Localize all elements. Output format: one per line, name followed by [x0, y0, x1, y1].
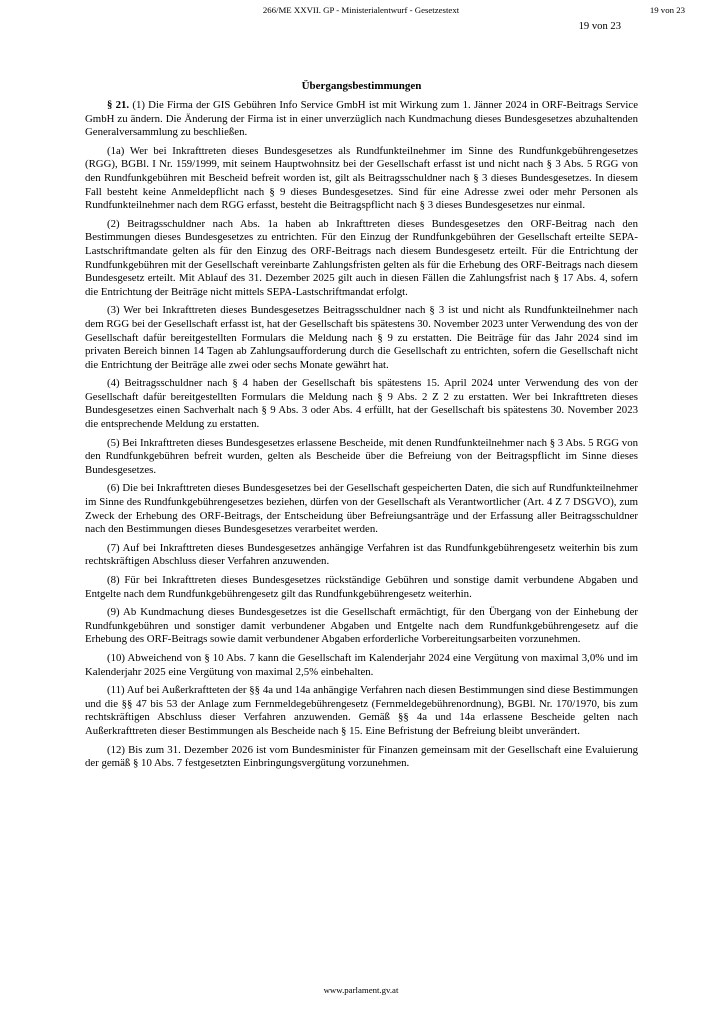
paragraph: [85, 145, 638, 213]
paragraph: [85, 574, 638, 601]
paragraph: [85, 377, 638, 431]
paragraph: [85, 606, 638, 647]
paragraph-text: (7) Auf bei Inkrafttreten dieses Bundesgesetzes anhängige Verfahren ist das Rundfunkgebührengesetz weiterhin bis zum rechtskräftigen Abschluss dieser Verfahren anzuwenden.: [85, 541, 638, 568]
footer-url: www.parlament.gv.at: [323, 985, 399, 995]
paragraph-text: (12) Bis zum 31. Dezember 2026 ist vom Bundesminister für Finanzen gemeinsam mit der Gesellschaft eine Evaluierung der gemäß § 10 Abs. 7 festgesetzten Einbringungsvergütung vorzunehmen.: [85, 743, 638, 770]
paragraph-text: (8) Für bei Inkrafttreten dieses Bundesgesetzes rückständige Gebühren und sonstige damit verbundene Abgaben und Entgelte nach dem Rundfunkgebührengesetz gilt das Rundfunkgebührengesetz weiterhin.: [85, 574, 638, 600]
paragraph: [85, 542, 638, 569]
page-number: 19 von 23: [578, 21, 621, 32]
paragraph: [85, 684, 638, 738]
paragraph-text: (11) Auf bei Außerkraftteten der §§ 4a und 14a anhängige Verfahren nach diesen Bestimmungen sind diese Bestimmungen und die §§ 47 bis 53 der Anlage zum Fernmeldegebührengesetz (Fernmeldegebührenordnung), BGBl. Nr. 170/1970, bis zum rechtskräftigen Abschluss dieser Verfahren anzuwenden. Gemäß §§ 4a und 14a erlassene Bescheide gelten nach Außerkrafttreten dieser Bestimmungen als Bescheide nach § 15. Eine Befristung der Befreiung bleibt unverändert.: [85, 684, 638, 737]
paragraph-text: (2) Beitragsschuldner nach Abs. 1a haben ab Inkrafttreten dieses Bundesgesetzes den ORF-Beitrag nach den Bestimmungen dieses Bundesgesetzes zu entrichten. Für den Einzug der Rundfunkgebühren der Gesellschaft erteilte SEPA-Lastschriftmandate gelten als für den Einzug des ORF-Beitrags nach diesem Bundesgesetz erteilt. Für die Entrichtung der Rundfunkgebühren mit der Gesellschaft vereinbarte Zahlungsfristen gelten als für die Erhebung des ORF-Beitrags nach diesem Bundesgesetz erteilt. Mit Ablauf des 31. Dezember 2025 gilt auch in diesen Fällen die Zahlungsfrist nach § 17 Abs. 4, sofern die Entrichtung der Beiträge nicht mittels SEPA-Lastschriftmandat erfolgt.: [85, 217, 638, 298]
document-body: [85, 99, 638, 771]
paragraph-text: (1) Die Firma der GIS Gebühren Info Service GmbH ist mit Wirkung zum 1. Jänner 2024 in ORF-Beitrags Service GmbH zu ändern. Die Änderung der Firma ist in einer unverzüglich nach Kundmachung dieses Bundesgesetzes abzuhaltenden Generalversammlung zu beschließen.: [85, 99, 638, 139]
paragraph-text: (6) Die bei Inkrafttreten dieses Bundesgesetzes bei der Gesellschaft gespeicherten Daten, die sich auf Rundfunkteilnehmer im Sinne des Rundfunkgebührengesetzes beziehen, dürfen von der Gesellschaft als Verantwortlicher (Art. 4 Z 7 DSGVO), zum Zweck der Erhebung des ORF-Beitrags, der Entscheidung über Befreiungsanträge und der Erfassung aller Beitragsschuldner nach den Bestimmungen dieses Bundesgesetzes verarbeitet werden.: [85, 482, 638, 536]
paragraph: [85, 437, 638, 478]
section-title: Übergangsbestimmungen: [301, 80, 422, 92]
paragraph-text: (5) Bei Inkrafttreten dieses Bundesgesetzes erlassene Bescheide, mit denen Rundfunkteilnehmer nach § 3 Abs. 5 RGG von den Rundfunkgebühren befreit wurden, gelten als Bescheide über die Befreiung von der Beitragspflicht im Sinne dieses Bundesgesetzes.: [85, 436, 638, 476]
paragraph-text: (9) Ab Kundmachung dieses Bundesgesetzes ist die Gesellschaft ermächtigt, für den Übergang von der Einhebung der Rundfunkgebühren und sonstiger damit verbundener Abgaben und Entgelte nach dem Rundfunkgebührengesetz auf die Erhebung des ORF-Beitrags sowie damit verbundener Abgaben erforderliche Vorbereitungsarbeiten vorzunehmen.: [85, 606, 638, 646]
paragraph: [85, 304, 638, 372]
paragraph: [85, 218, 638, 300]
paragraph-text: (10) Abweichend von § 10 Abs. 7 kann die Gesellschaft im Kalenderjahr 2024 eine Vergütung von maximal 3,0% und im Kalenderjahr 2025 eine Vergütung von maximal 2,5% einbehalten.: [85, 651, 638, 678]
header-document-reference: 266/ME XXVII. GP - Ministerialentwurf - Gesetzestext: [262, 5, 460, 15]
paragraph: [85, 652, 638, 679]
header-page-corner: 19 von 23: [649, 5, 685, 15]
paragraph: [85, 482, 638, 536]
paragraph-text: (3) Wer bei Inkrafttreten dieses Bundesgesetzes Beitragsschuldner nach § 3 ist und nicht als Rundfunkteilnehmer nach dem RGG bei der Gesellschaft erfasst ist, hat der Gesellschaft bis spätestens 30. November 2023 unter Verwendung des von der Gesellschaft dafür bereitgestellten Formulars die Meldung nach § 9 zu erstatten. Die Beiträge für das Jahr 2024 sind im privaten Bereich binnen 14 Tagen ab Zahlungsaufforderung durch die Gesellschaft zu entrichten, sofern die Gesellschaft nicht die Entrichtung der Beiträge alle zwei oder sechs Monate gewährt hat.: [85, 304, 638, 371]
paragraph-text: (4) Beitragsschuldner nach § 4 haben der Gesellschaft bis spätestens 15. April 2024 unter Verwendung des von der Gesellschaft dafür bereitgestellten Formulars die Meldung nach § 9 Abs. 2 Z 2 zu erstatten. Wer bei Inkrafttreten dieses Bundesgesetzes einen Sachverhalt nach § 9 Abs. 3 oder Abs. 4 erfüllt, hat der Gesellschaft bis spätestens 30. November 2023 die entsprechende Meldung zu erstatten.: [85, 377, 638, 431]
paragraph: [85, 744, 638, 771]
paragraph-lead: § 21.: [107, 99, 130, 111]
paragraph: [85, 99, 638, 140]
paragraph-text: (1a) Wer bei Inkrafttreten dieses Bundesgesetzes als Rundfunkteilnehmer im Sinne des Rundfunkgebührengesetzes (RGG), BGBl. I Nr. 159/1999, mit seinem Hauptwohnsitz bei der Gesellschaft erfasst ist und nicht nach § 3 Abs. 5 RGG von den Rundfunkgebühren mit Bescheid befreit worden ist, gilt als Beitragsschuldner nach § 3 dieses Bundesgesetzes. In diesem Fall besteht keine Anmeldepflicht nach § 9 dieses Bundesgesetzes. Sind für eine Adresse zwei oder mehr Personen als Rundfunkteilnehmer nach dem RGG erfasst, besteht die Beitragspflicht nach § 3 dieses Bundesgesetzes nur einmal.: [85, 144, 638, 212]
document-content: [85, 80, 638, 776]
